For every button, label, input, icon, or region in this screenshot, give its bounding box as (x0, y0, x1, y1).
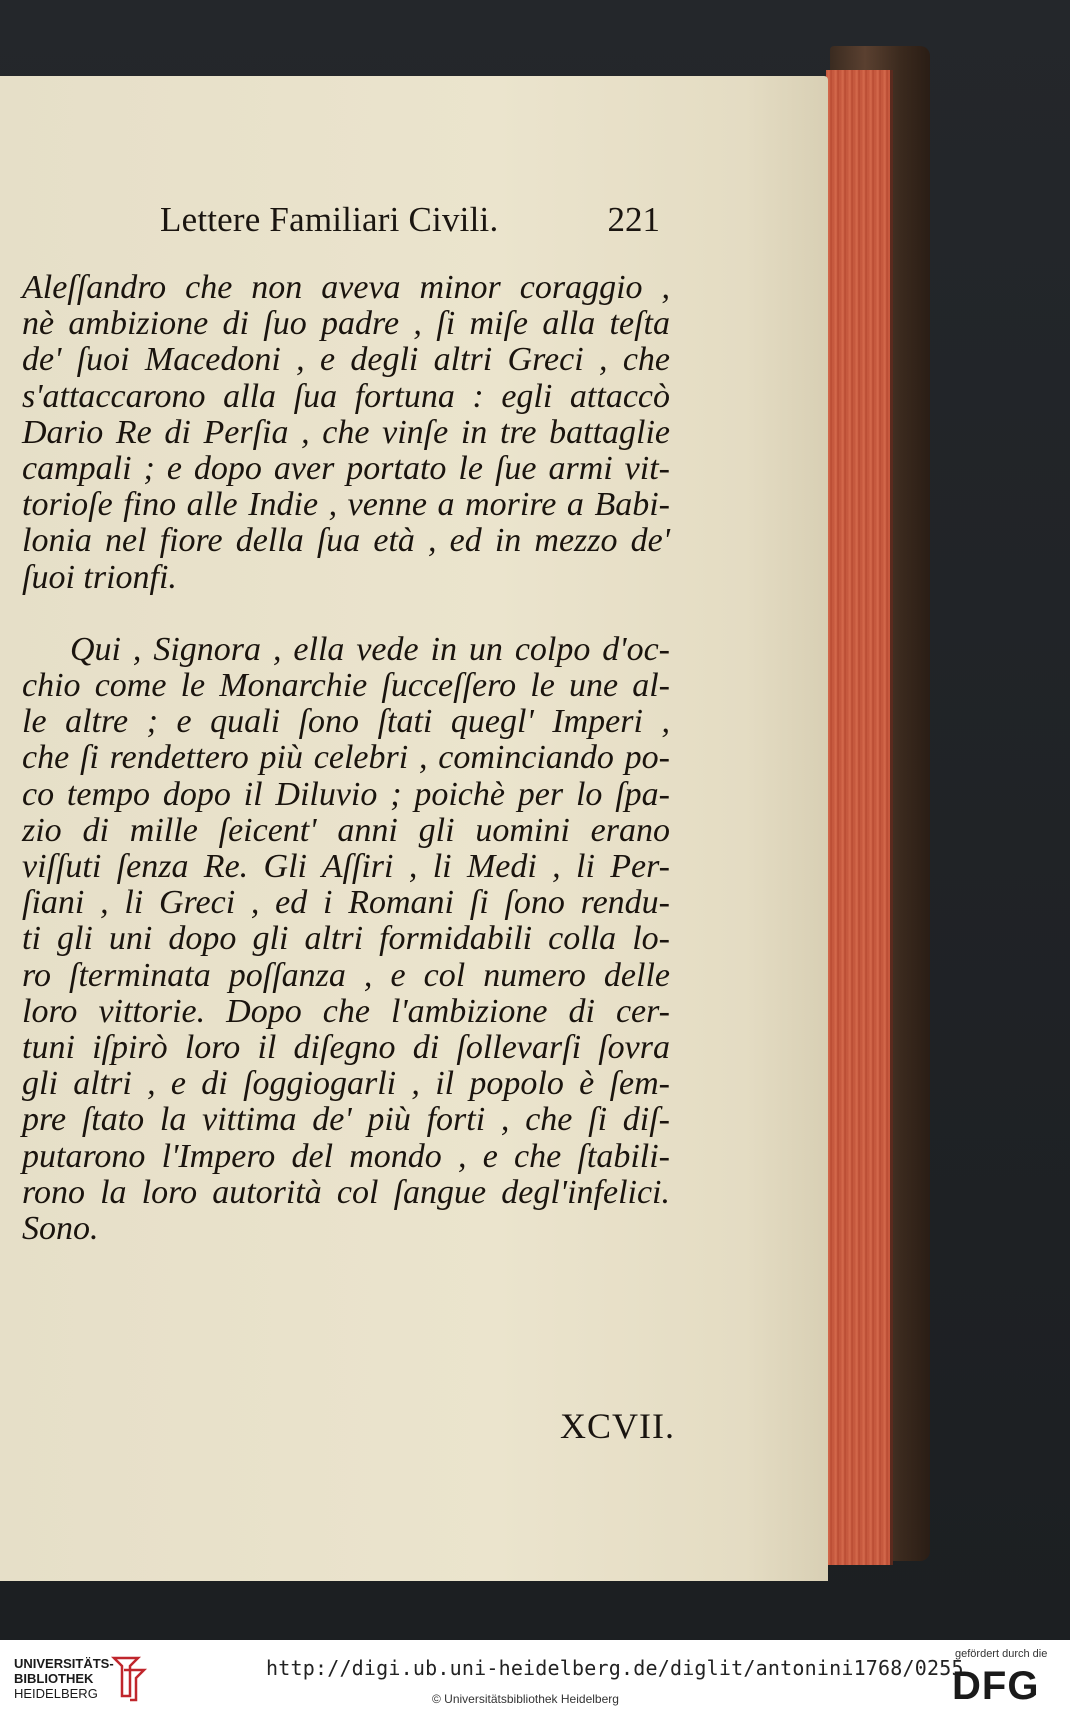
text-line: rono la loro autorità col ſangue degl'infelici. (22, 1173, 670, 1211)
text-line: tuni iſpirò loro il diſegno di ſollevarſi ſovra (22, 1029, 670, 1067)
text-line: ti gli uni dopo gli altri formidabili colla lo- (22, 920, 670, 958)
funding-label: gefördert durch die (955, 1648, 1048, 1660)
text-line: che ſi rendettero più celebri , cominciando po- (22, 739, 670, 777)
text-line: ſiani , li Greci , ed i Romani ſi ſono rendu- (22, 884, 670, 922)
paragraph-1 (22, 270, 670, 596)
text-line: s'attaccarono alla ſua fortuna : egli attaccò (22, 377, 670, 415)
library-name-line: HEIDELBERG (14, 1686, 98, 1701)
library-logo[interactable] (14, 1656, 114, 1701)
body-text (22, 270, 670, 1247)
text-line: pre ſtato la vittima de' più forti , che ſi diſ- (22, 1101, 670, 1139)
dfg-logo[interactable]: DFG (952, 1664, 1040, 1708)
text-line: co tempo dopo il Diluvio ; poichè per lo ſpa- (22, 775, 670, 813)
paragraph-gap (22, 596, 670, 632)
text-line: zio di mille ſeicent' anni gli uomini erano (22, 811, 670, 849)
text-line: le altre ; e quali ſono ſtati quegl' Imperi , (22, 703, 670, 741)
text-line: torioſe fino alle Indie , venne a morire a Babi- (22, 486, 670, 524)
text-line: putarono l'Impero del mondo , e che ſtabili- (22, 1137, 670, 1175)
text-line: ſuoi trionfi. (22, 558, 177, 596)
library-emblem-icon (108, 1652, 150, 1702)
page-edges (826, 70, 893, 1565)
text-line: lonia nel fiore della ſua età , ed in mezzo de' (22, 522, 670, 560)
footer-bar (0, 1640, 1070, 1718)
permalink-url[interactable]: http://digi.ub.uni-heidelberg.de/diglit/antonini1768/0255 (266, 1656, 964, 1680)
text-line: Sono. (22, 1210, 99, 1248)
paragraph-2 (22, 632, 670, 1247)
catchword: XCVII. (560, 1406, 675, 1446)
text-line: ro ſterminata poſſanza , e col numero delle (22, 956, 670, 994)
text-line: viſſuti ſenza Re. Gli Aſſiri , li Medi , li Per- (22, 848, 670, 886)
text-line: Dario Re di Perſia , che vinſe in tre battaglie (22, 413, 670, 451)
library-name-line: BIBLIOTHEK (14, 1671, 94, 1686)
page-number: 221 (607, 200, 660, 239)
text-line: nè ambizione di ſuo padre , ſi miſe alla teſta (22, 305, 670, 343)
text-line: de' ſuoi Macedoni , e degli altri Greci , che (22, 341, 670, 379)
copyright-notice: © Universitätsbibliothek Heidelberg (432, 1692, 619, 1706)
text-line: campali ; e dopo aver portato le ſue armi vit- (22, 450, 670, 488)
text-line: loro vittorie. Dopo che l'ambizione di cer- (22, 992, 670, 1030)
text-line: Aleſſandro che non aveva minor coraggio , (22, 269, 670, 306)
text-line: chio come le Monarchie ſucceſſero le une al- (22, 667, 670, 705)
page-header (160, 200, 660, 250)
text-line: Qui , Signora , ella vede in un colpo d'oc- (70, 630, 670, 668)
running-head: Lettere Familiari Civili. (160, 200, 499, 239)
text-line: gli altri , e di ſoggiogarli , il popolo è ſem- (22, 1065, 670, 1103)
library-name-line: UNIVERSITÄTS- (14, 1656, 114, 1671)
